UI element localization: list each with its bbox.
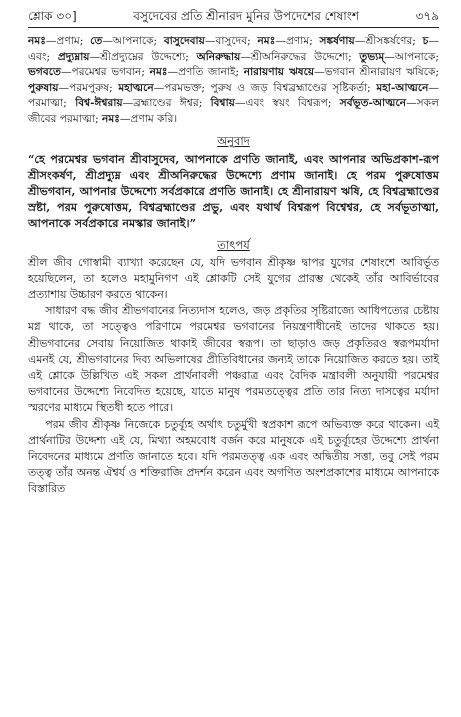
sanskrit-term: তে <box>90 35 103 47</box>
term-gloss: পুরুষ ও জড় বিশ্বব্রহ্মাণ্ডের সৃষ্টিকর্তা; <box>210 81 377 94</box>
sanskrit-term: তুভ্যম্ <box>359 50 385 63</box>
sanskrit-term: মহাত্মনে <box>118 81 154 94</box>
term-gloss: —শ্রীপ্রদ্যুম্নের উদ্দেশ্যে; <box>89 50 197 63</box>
verse-reference: শ্লোক ৩০] <box>28 9 77 23</box>
page-number: ৩৭৯ <box>415 9 439 23</box>
purport-paragraph: সাধারণ বদ্ধ জীব শ্রীভগবানের নিত্যদাস হলেও, জড় প্রকৃতির সৃষ্টিরাজ্যে আধিপত্যের চেষ্টায় মগ্ন থাকে, তা সত্ত্বেও পরিণামে পরমেশ্বর ভগবানের নিয়ন্ত্রণাধীনেই তাদের থাকতে হয়। শ্রীভগবানের সেবায় নিয়োজিত থাকাই জীবের স্বরূপ। তা ছাড়াও জড় প্রকৃতিরও স্বরূপমর্যাদা এমনই যে, শ্রীভগবানের দিব্য অভিলাষের প্রীতিবিধানের জন্যই তাকে নিয়োজিত করতে হয়। তাই এই শ্লোকে উল্লিখিত এই সকল প্রার্থনাবলী পঞ্চরাত্র এবং বৈদিক মন্ত্রাবলী অনুযায়ী পরমেশ্বর ভগবানের উদ্দেশ্যে নিবেদিত হয়েছে, যাতে মানুষ পরমতত্ত্বের প্রতি তার নিত্য দাসত্বের মর্যাদা স্মরণের মাধ্যমে স্থিতধী হতে পারে। <box>28 304 439 415</box>
sanskrit-term: পুরুষায় <box>28 81 59 94</box>
translation-text: “হে পরমেশ্বর ভগবান শ্রীবাসুদেব, আপনাকে প্রণতি জানাই, এবং আপনার অভিপ্রকাশ-রূপ শ্রীসংকর্ষণ, শ্রীপ্রদ্যুম্ন এবং শ্রীঅনিরুদ্ধের উদ্দেশ্যে প্রণাম জানাই। হে পরম পুরুষোত্তম শ্রীভগবান, আপনার উদ্দেশ্যে সর্বপ্রকারে প্রণতি জানাই। হে শ্রীনারায়ণ ঋষি, হে বিশ্বব্রহ্মাণ্ডের স্রষ্টা, পরম পুরুষোত্তম, বিশ্বব্রহ্মাণ্ডের প্রভু, এবং যথার্থ বিশ্বরূপ বিশ্বেশ্বর, হে সর্বভূতাত্মা, আপনাকে সর্বপ্রকারে নমস্কার জানাই।” <box>28 151 439 231</box>
chapter-title: বসুদেবের প্রতি শ্রীনারদ মুনির উপদেশের শেষাংশ <box>133 9 359 23</box>
sanskrit-term: নমঃ <box>28 35 46 47</box>
sanskrit-term: নমঃ <box>257 35 276 47</box>
sanskrit-term: বাসুদেবায় <box>163 35 205 47</box>
term-gloss: —প্রণতি জানাই; <box>167 66 244 79</box>
sanskrit-term: বিশ্ব-ঈশ্বরায় <box>75 97 123 110</box>
header-rule <box>28 27 439 28</box>
term-gloss: —পরমেশ্বর ভগবান; <box>60 66 150 79</box>
sanskrit-term: মহা-আত্মনে <box>376 81 429 94</box>
term-gloss: —প্রণাম; <box>45 35 91 47</box>
sanskrit-term: সর্বভূত-আত্মনে <box>339 97 407 110</box>
term-gloss: —সকল জীবের পরমাত্মা; <box>28 97 439 125</box>
term-gloss: —আপনাকে; <box>102 35 164 47</box>
term-gloss: —এবং; <box>28 35 439 63</box>
term-gloss: —শ্রীঅনিরুদ্ধের উদ্দেশ্যে; <box>240 50 360 63</box>
sanskrit-term: প্রদ্যুম্নায় <box>57 50 90 63</box>
sanskrit-term: চ <box>422 35 429 47</box>
sanskrit-term: নমঃ <box>102 112 120 125</box>
term-gloss: —শ্রীসঙ্কর্ষণের; <box>354 35 423 47</box>
purport-paragraph: পরম জীব শ্রীকৃষ্ণ নিজেকে চতুর্ব্যূহ অর্থাৎ চতুর্মুখী স্বপ্রকাশ রূপে অভিব্যক্ত করে থাকেন। এই প্রার্থনাটির উদ্দেশ্য এই যে, মিথ্যা অহমবোধ বর্জন করে মানুষকে এই চতুর্ব্যূহের উদ্দেশ্যে প্রার্থনা নিবেদনের মাধ্যমে প্রণতি জানাতে হবে। যদি পরমতত্ত্ব এক এবং অদ্বিতীয় সত্তা, তবু সেই পরম তত্ত্ব তাঁর অনন্ত ঐশ্বর্য ও শক্তিরাজি প্রদর্শন করেন এবং অগণিত অংশপ্রকাশের মাধ্যমে আপনাকে বিস্তারিত <box>28 417 439 496</box>
sanskrit-term: অনিরুদ্ধায় <box>196 50 241 63</box>
purport-text <box>28 255 439 498</box>
sanskrit-term: বিশ্বায় <box>210 97 235 110</box>
term-gloss: —পরমপুরুষ; <box>58 81 119 94</box>
term-gloss: —ব্রহ্মাণ্ডের ঈশ্বর; <box>122 97 211 110</box>
term-gloss: —পরমাত্মা; <box>28 81 439 110</box>
term-gloss: —প্রণাম; <box>275 35 320 47</box>
purport-heading: তাৎপর্য <box>217 237 250 252</box>
term-gloss: —প্রণাম করি। <box>119 112 178 125</box>
purport-paragraph: শ্রীল জীব গোস্বামী ব্যাখ্যা করেছেন যে, যদি ভগবান শ্রীকৃষ্ণ দ্বাপর যুগের শেষাংশে আবির্ভূত হয়েছিলেন, তা হলেও মহামুনিগণ এই শ্লোকটি সেই যুগের প্রারম্ভ থেকেই তাঁর আবির্ভাবের প্রত্যাশায় উচ্চারণ করতে থাকেন। <box>28 255 439 301</box>
term-gloss: —পরমভক্ত; <box>153 81 211 94</box>
sanskrit-term: নমঃ <box>149 66 168 79</box>
term-gloss: —এবং স্বয়ং বিশ্বরূপ; <box>234 97 340 110</box>
sanskrit-term: ভগবতে <box>28 66 61 79</box>
term-gloss: —ভগবান শ্রীনারায়ণ ঋষিকে; <box>314 66 440 79</box>
page-header <box>28 8 439 24</box>
sanskrit-term: নারায়ণায় ঋষয়ে <box>243 66 315 79</box>
term-gloss: —আপনাকে; <box>384 50 439 63</box>
translation-heading: অনুবাদ <box>217 133 250 148</box>
word-meanings <box>28 34 439 128</box>
sanskrit-term: সঙ্কর্ষণায় <box>319 35 355 47</box>
term-gloss: —বাসুদেব; <box>204 35 258 47</box>
